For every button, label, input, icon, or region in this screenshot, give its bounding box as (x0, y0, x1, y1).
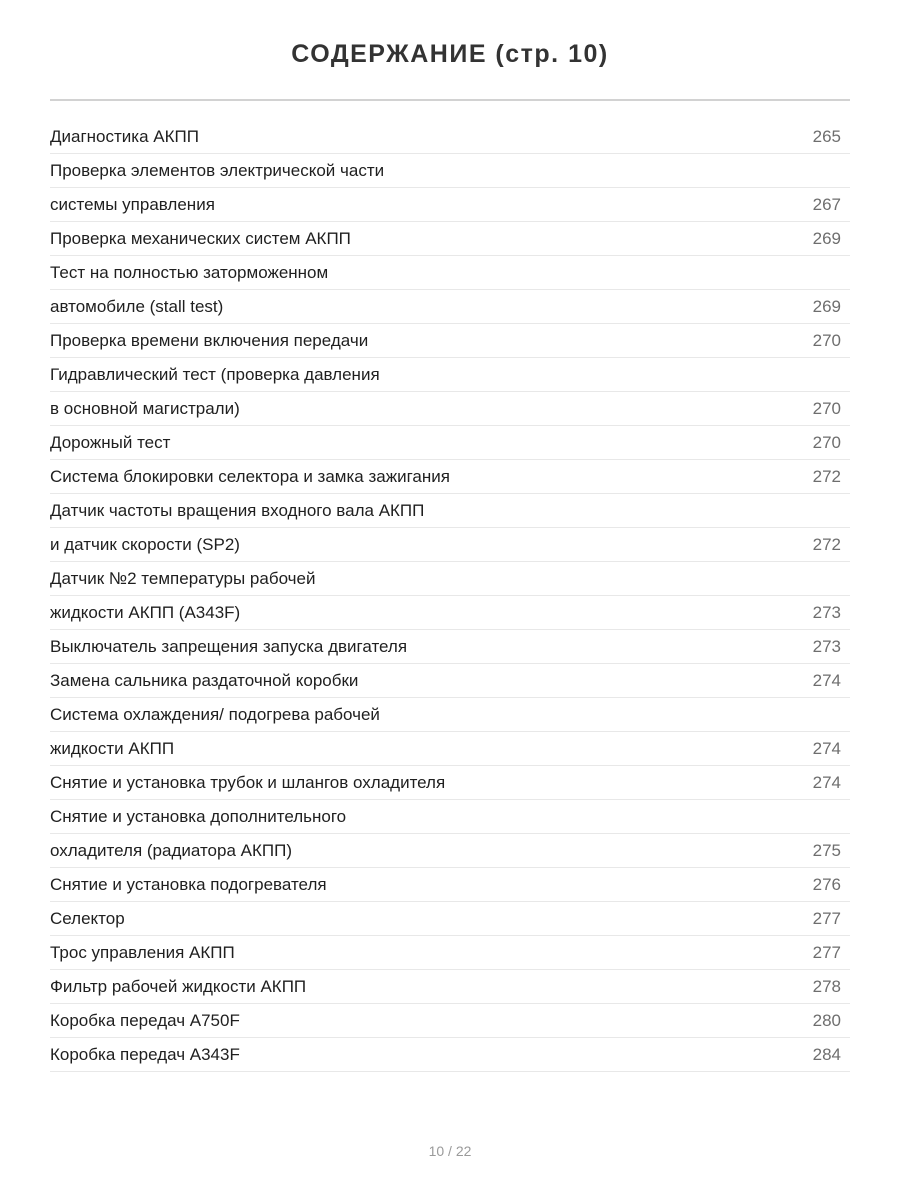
toc-entry-title: Датчик частоты вращения входного вала АКПП (50, 500, 425, 520)
toc-entry[interactable] (50, 596, 850, 630)
toc-entry[interactable] (50, 868, 850, 902)
toc-entry[interactable] (50, 324, 850, 358)
page-counter: 10 / 22 (428, 1143, 472, 1159)
toc-entry-page-number: 280 (812, 1010, 841, 1030)
toc-entry-title: Фильтр рабочей жидкости АКПП (50, 976, 307, 996)
toc-entry-title: автомобиле (stall test) (50, 296, 224, 316)
toc-entry[interactable] (50, 902, 850, 936)
toc-entry-title: Выключатель запрещения запуска двигателя (50, 636, 408, 656)
toc-entry-title: Проверка механических систем АКПП (50, 228, 351, 248)
toc-entry-page-number: 272 (812, 534, 841, 554)
toc-entry-page-number: 274 (812, 738, 841, 758)
toc-entry-page-number: 276 (812, 874, 841, 894)
toc-entry[interactable] (50, 1004, 850, 1038)
toc-entry-page-number: 274 (812, 772, 841, 792)
toc-entry[interactable] (50, 834, 850, 868)
title-divider (50, 99, 850, 101)
toc-entry[interactable] (50, 528, 850, 562)
toc-entry-title: Снятие и установка трубок и шлангов охладителя (50, 772, 446, 792)
toc-entry[interactable] (50, 732, 850, 766)
toc-entry-title: охладителя (радиатора АКПП) (50, 840, 292, 860)
toc-entry-page-number: 278 (812, 976, 841, 996)
toc-entry[interactable] (50, 630, 850, 664)
toc-entry-title: Коробка передач A750F (50, 1010, 240, 1030)
toc-entry[interactable] (50, 358, 850, 392)
toc-entry-page-number: 273 (812, 636, 841, 656)
toc-entry-title: Трос управления АКПП (50, 942, 235, 962)
toc-entry[interactable] (50, 154, 850, 188)
toc-entry[interactable] (50, 766, 850, 800)
toc-entry-page-number: 284 (812, 1044, 841, 1064)
toc-entry[interactable] (50, 664, 850, 698)
toc-entry-page-number: 277 (812, 908, 841, 928)
toc-entry-title: Снятие и установка подогревателя (50, 874, 327, 894)
toc-entry-title: системы управления (50, 194, 215, 214)
toc-entry[interactable] (50, 290, 850, 324)
toc-entry-page-number: 269 (812, 296, 841, 316)
toc-entry-page-number: 274 (812, 670, 841, 690)
toc-entry-title: Коробка передач A343F (50, 1044, 240, 1064)
toc-entry-page-number: 277 (812, 942, 841, 962)
toc-entry-page-number: 269 (812, 228, 841, 248)
toc-entry-title: жидкости АКПП (A343F) (50, 602, 241, 622)
toc-entry-title: Селектор (50, 908, 125, 928)
toc-entry-page-number: 270 (812, 398, 841, 418)
toc-entry-title: в основной магистрали) (50, 398, 240, 418)
page-title: СОДЕРЖАНИЕ (стр. 10) (291, 40, 609, 68)
toc-entry-title: Снятие и установка дополнительного (50, 806, 347, 826)
toc-entry-title: Диагностика АКПП (50, 126, 199, 146)
toc-entry-page-number: 265 (812, 126, 841, 146)
toc-entry-page-number: 267 (812, 194, 841, 214)
toc-entry[interactable] (50, 256, 850, 290)
toc-entry-title: Дорожный тест (50, 432, 171, 452)
toc-entry-title: жидкости АКПП (50, 738, 175, 758)
toc-entry[interactable] (50, 392, 850, 426)
toc-entry-title: и датчик скорости (SP2) (50, 534, 240, 554)
toc-entry[interactable] (50, 188, 850, 222)
toc-entry[interactable] (50, 698, 850, 732)
toc-entry[interactable] (50, 936, 850, 970)
toc-entry-title: Датчик №2 температуры рабочей (50, 568, 316, 588)
toc-entry-title: Система охлаждения/ подогрева рабочей (50, 704, 380, 724)
toc-entry-title: Проверка элементов электрической части (50, 160, 385, 180)
toc-entry[interactable] (50, 222, 850, 256)
toc-entry-page-number: 272 (812, 466, 841, 486)
toc-entry-page-number: 273 (812, 602, 841, 622)
toc-entry[interactable] (50, 494, 850, 528)
toc-entry[interactable] (50, 1038, 850, 1072)
toc-entry-title: Гидравлический тест (проверка давления (50, 364, 380, 384)
toc-entry-page-number: 270 (812, 330, 841, 350)
toc-entry-title: Проверка времени включения передачи (50, 330, 369, 350)
toc-entry-title: Тест на полностью заторможенном (50, 262, 329, 282)
toc-entry[interactable] (50, 562, 850, 596)
toc-entry[interactable] (50, 970, 850, 1004)
toc-entry[interactable] (50, 800, 850, 834)
toc-entry-page-number: 275 (812, 840, 841, 860)
table-of-contents (50, 120, 850, 1072)
toc-entry[interactable] (50, 120, 850, 154)
toc-entry-page-number: 270 (812, 432, 841, 452)
toc-entry-title: Система блокировки селектора и замка зажигания (50, 466, 450, 486)
toc-entry[interactable] (50, 460, 850, 494)
toc-entry[interactable] (50, 426, 850, 460)
toc-entry-title: Замена сальника раздаточной коробки (50, 670, 359, 690)
